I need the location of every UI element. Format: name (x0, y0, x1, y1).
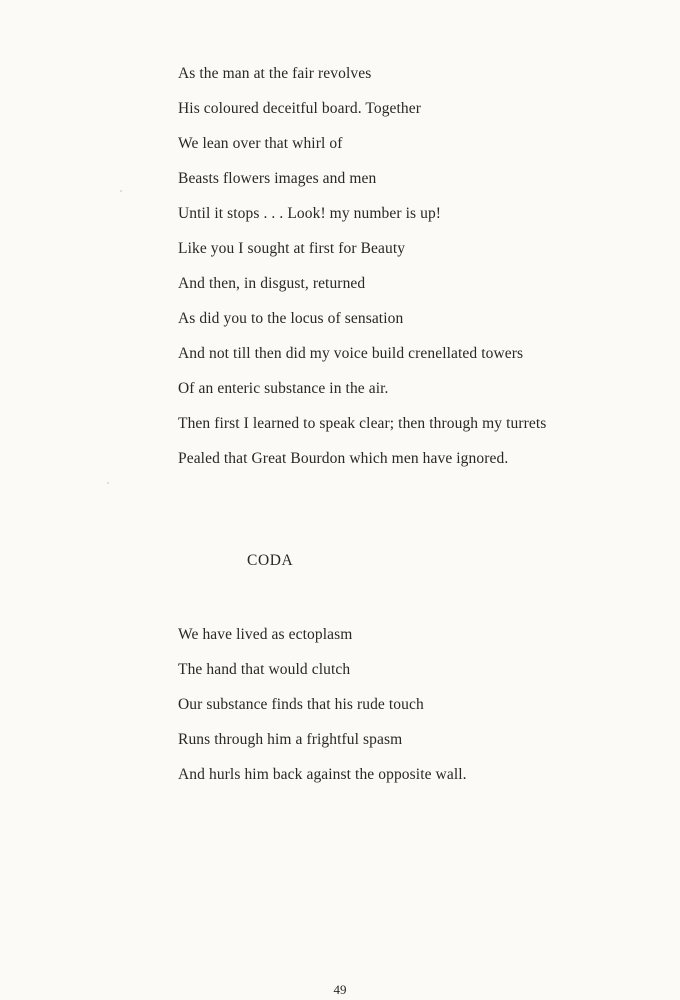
coda-line: The hand that would clutch (178, 661, 351, 678)
poem-line: As did you to the locus of sensation (178, 310, 404, 327)
poem-line: And then, in disgust, returned (178, 275, 366, 292)
coda-title: CODA (247, 552, 294, 569)
coda-line: And hurls him back against the opposite wall. (178, 766, 467, 783)
paper-speck (120, 190, 122, 192)
poem-line: Of an enteric substance in the air. (178, 380, 389, 397)
poem-line: Pealed that Great Bourdon which men have ignored. (178, 450, 509, 467)
poem-line: Then first I learned to speak clear; then through my turrets (178, 415, 547, 432)
poem-line: Beasts flowers images and men (178, 170, 377, 187)
poem-line: Until it stops . . . Look! my number is up! (178, 205, 442, 222)
poem-stanza (178, 56, 546, 476)
coda-stanza (178, 617, 467, 792)
poem-line: Like you I sought at first for Beauty (178, 240, 406, 257)
coda-line: We have lived as ectoplasm (178, 626, 353, 643)
coda-line: Our substance finds that his rude touch (178, 696, 424, 713)
poem-line: We lean over that whirl of (178, 135, 343, 152)
paper-speck (107, 482, 109, 484)
page-number: 49 (333, 982, 347, 997)
poem-line: His coloured deceitful board. Together (178, 100, 422, 117)
coda-line: Runs through him a frightful spasm (178, 731, 403, 748)
poem-line: And not till then did my voice build crenellated towers (178, 345, 524, 362)
poem-line: As the man at the fair revolves (178, 65, 372, 82)
